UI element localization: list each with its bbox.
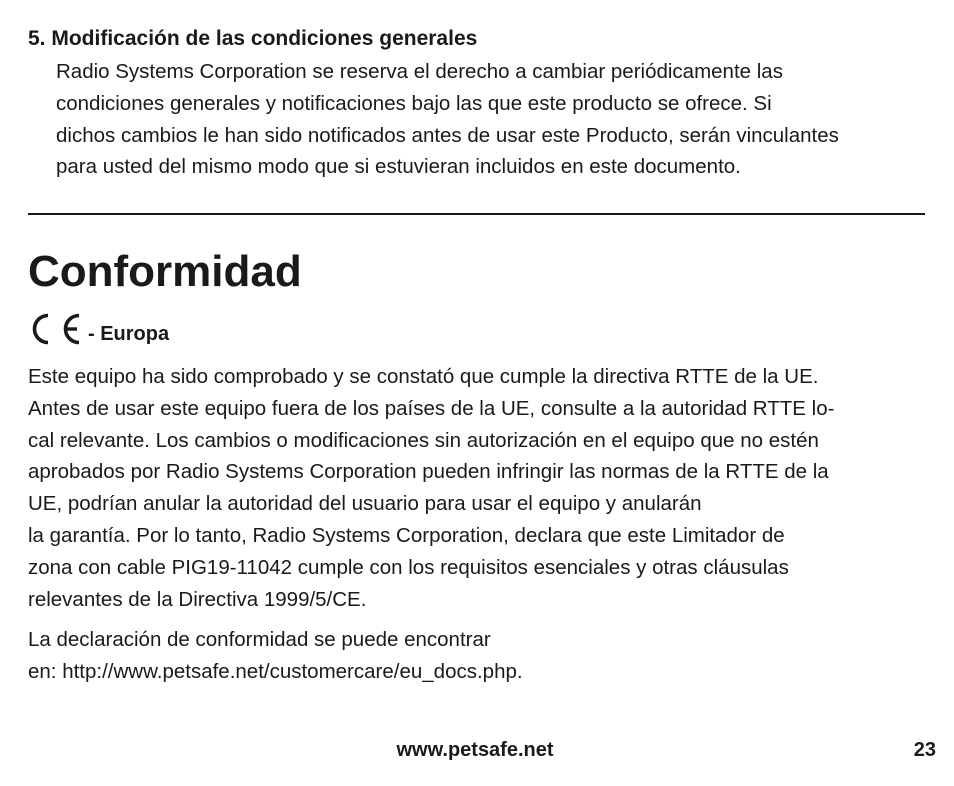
conformity-line: relevantes de la Directiva 1999/5/CE. [28, 587, 367, 611]
section-body-line: condiciones generales y notificaciones bajo las que este producto se ofrece. Si [56, 91, 772, 115]
conformity-line: zona con cable PIG19-11042 cumple con los requisitos esenciales y otras cláusulas [28, 555, 789, 579]
horizontal-divider [28, 213, 925, 215]
conformity-line: la garantía. Por lo tanto, Radio Systems Corporation, declara que este Limitador de [28, 523, 785, 547]
page-title: Conformidad [28, 247, 302, 296]
section-body-line: dichos cambios le han sido notificados antes de usar este Producto, serán vinculantes [56, 123, 839, 147]
section-heading: 5. Modificación de las condiciones generales [28, 27, 478, 50]
ce-mark-icon [28, 312, 86, 346]
europe-label: - Europa [88, 323, 170, 345]
conformity-line: UE, podrían anular la autoridad del usuario para usar el equipo y anularán [28, 492, 702, 516]
conformity-paragraph [28, 361, 928, 615]
section-body-line: Radio Systems Corporation se reserva el derecho a cambiar periódicamente las [56, 60, 783, 83]
conformity-line: Antes de usar este equipo fuera de los países de la UE, consulte a la autoridad RTTE lo- [28, 396, 835, 420]
page-number: 23 [913, 739, 936, 761]
ce-europe-heading [28, 310, 169, 346]
conformity-line: cal relevante. Los cambios o modificaciones sin autorización en el equipo que no estén [28, 428, 819, 452]
conformity-line: aprobados por Radio Systems Corporation pueden infringir las normas de la RTTE de la [28, 460, 829, 484]
section-body [56, 56, 936, 183]
footer-url: www.petsafe.net [396, 739, 554, 761]
declaration-line: en: http://www.petsafe.net/customercare/eu_docs.php. [28, 659, 523, 683]
conformity-line: Este equipo ha sido comprobado y se constató que cumple la directiva RTTE de la UE. [28, 365, 819, 388]
declaration-paragraph [28, 624, 928, 688]
section-body-line: para usted del mismo modo que si estuvieran incluidos en este documento. [56, 155, 741, 179]
declaration-line: La declaración de conformidad se puede encontrar [28, 628, 491, 651]
